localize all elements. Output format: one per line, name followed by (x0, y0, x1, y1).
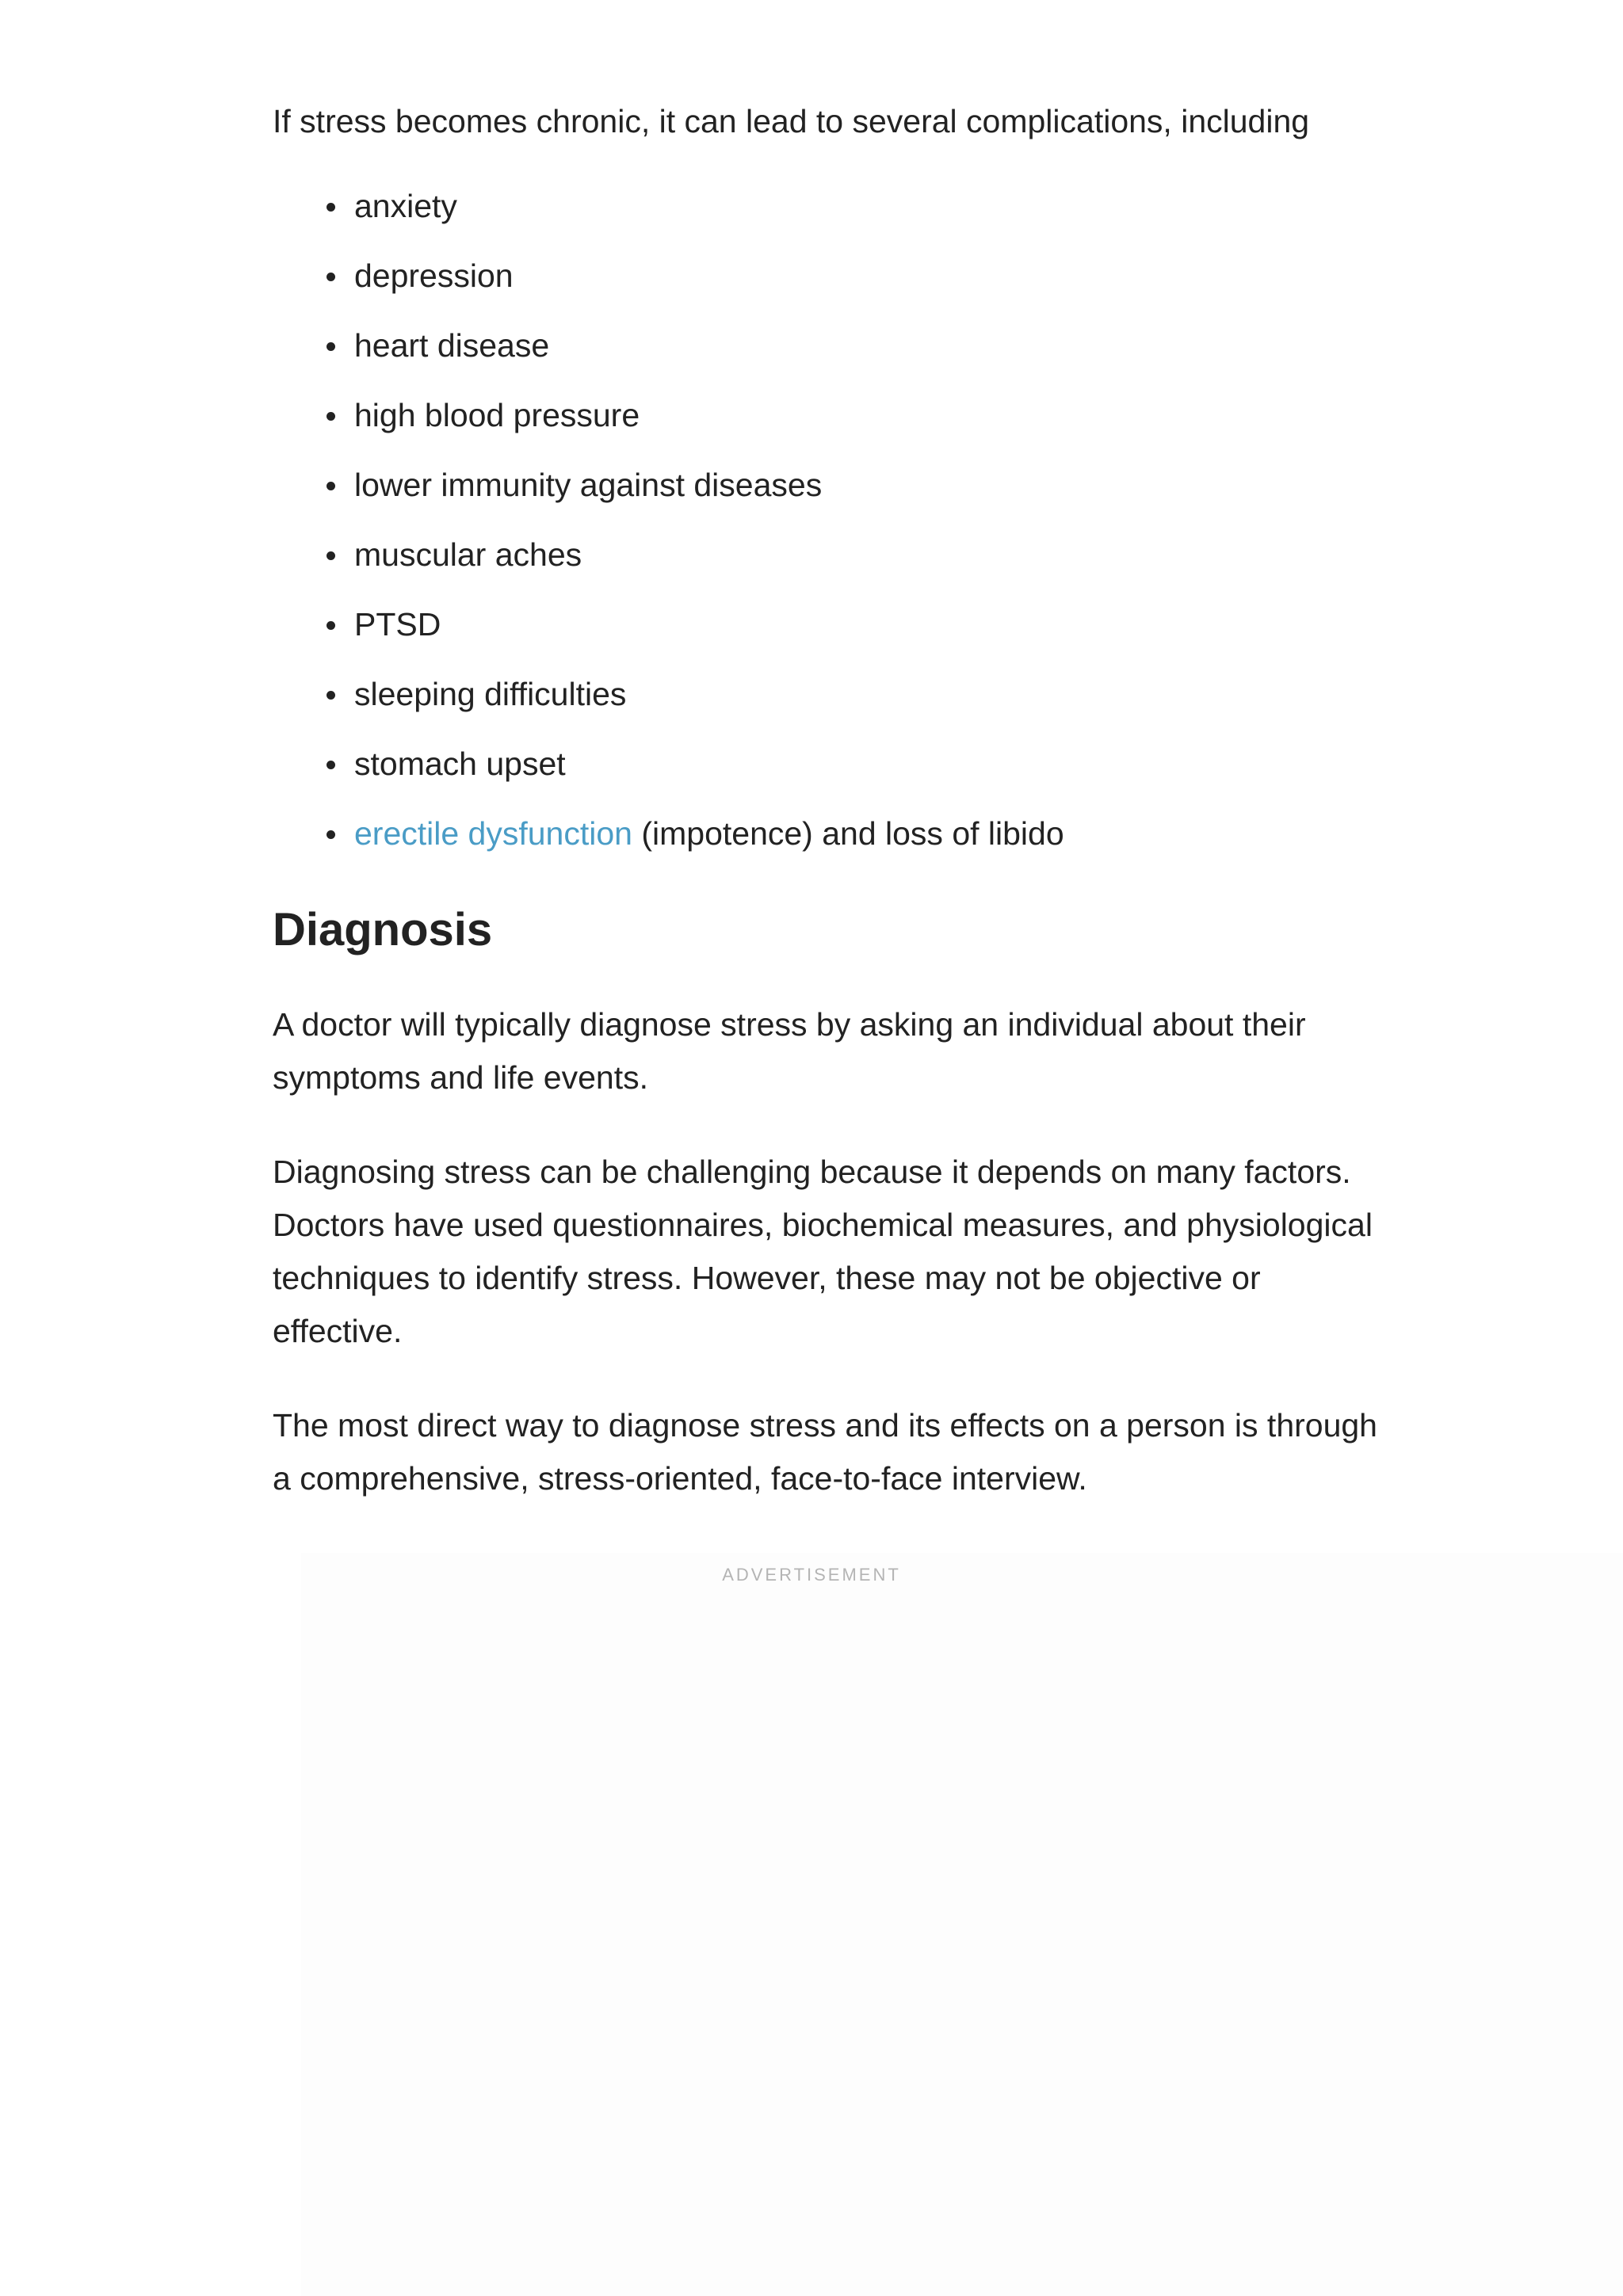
article-body (273, 95, 1382, 1547)
bullet-icon (327, 412, 335, 421)
list-item (273, 668, 1382, 721)
advertisement-area (301, 1553, 1623, 2296)
list-item (273, 807, 1382, 860)
bullet-icon (327, 551, 335, 560)
list-item-text: sleeping difficulties (354, 676, 627, 712)
list-item (273, 598, 1382, 651)
list-item-text: PTSD (354, 606, 441, 643)
bullet-icon (327, 761, 335, 769)
bullet-icon (327, 830, 335, 839)
bullet-icon (327, 482, 335, 490)
diagnosis-heading: Diagnosis (273, 904, 493, 955)
erectile-dysfunction-link[interactable]: erectile dysfunction (354, 815, 632, 852)
advertisement-label: ADVERTISEMENT (722, 1565, 901, 1585)
bullet-icon (327, 203, 335, 212)
list-item-text: stomach upset (354, 746, 566, 782)
list-item (273, 528, 1382, 582)
list-item-text: (impotence) and loss of libido (632, 815, 1064, 852)
list-item (273, 389, 1382, 442)
bullet-icon (327, 342, 335, 351)
diagnosis-paragraph-1: A doctor will typically diagnose stress by asking an individual about their symptoms and life events. (273, 1006, 1306, 1096)
list-item-text: muscular aches (354, 536, 582, 573)
bullet-icon (327, 621, 335, 630)
list-item-text: depression (354, 257, 514, 294)
list-item-text: heart disease (354, 327, 550, 364)
list-item-text: high blood pressure (354, 397, 640, 433)
list-item (273, 250, 1382, 303)
diagnosis-paragraph-3: The most direct way to diagnose stress and its effects on a person is through a comprehensive, stress-oriented, face-to-face interview. (273, 1407, 1377, 1497)
bullet-icon (327, 691, 335, 700)
complications-intro: If stress becomes chronic, it can lead to several complications, including (273, 103, 1310, 139)
diagnosis-paragraph-2: Diagnosing stress can be challenging because it depends on many factors. Doctors have used questionnaires, biochemical measures, and physiological techniques to identify stress. However, these may not be objective or effective. (273, 1154, 1373, 1349)
list-item (273, 319, 1382, 372)
list-item-text: anxiety (354, 188, 457, 224)
bullet-icon (327, 273, 335, 281)
list-item (273, 459, 1382, 512)
complications-list (273, 180, 1382, 860)
list-item (273, 738, 1382, 791)
list-item-text: lower immunity against diseases (354, 467, 823, 503)
list-item (273, 180, 1382, 233)
